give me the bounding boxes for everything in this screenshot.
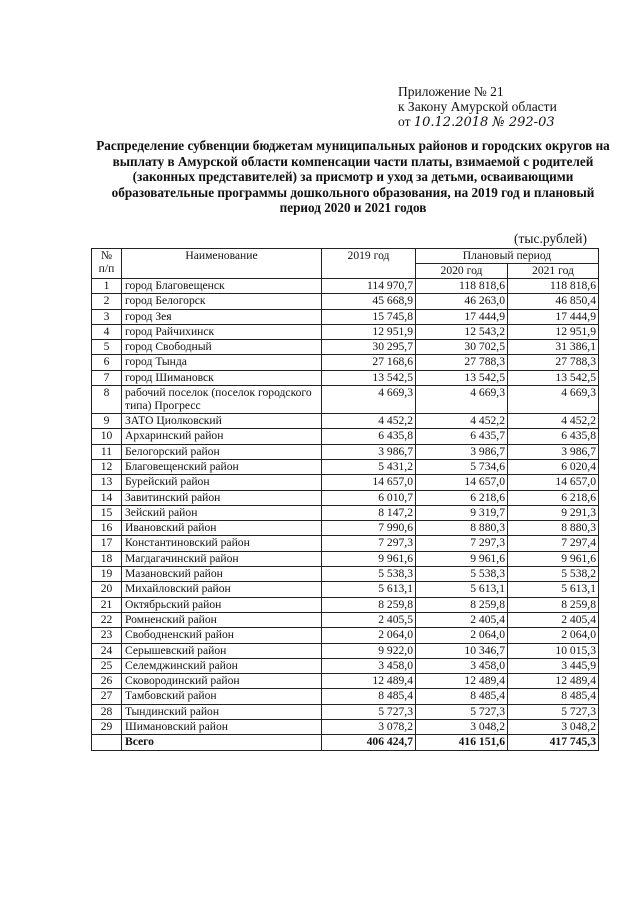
row-number: 17: [92, 536, 122, 551]
row-2020: 27 788,3: [416, 355, 508, 370]
row-number: 29: [92, 720, 122, 735]
row-2020: 5 727,3: [416, 704, 508, 719]
row-2019: 30 295,7: [322, 340, 416, 355]
table-row: [92, 536, 599, 551]
total-2020: 416 151,6: [416, 735, 508, 750]
header-num: № п/п: [92, 249, 122, 279]
row-name: Зейский район: [122, 505, 322, 520]
row-2021: 5 727,3: [508, 704, 599, 719]
row-2019: 3 078,2: [322, 720, 416, 735]
row-2019: 5 538,3: [322, 567, 416, 582]
row-number: 24: [92, 643, 122, 658]
row-2020: 6 218,6: [416, 490, 508, 505]
row-2021: 3 445,9: [508, 658, 599, 673]
row-number: 6: [92, 355, 122, 370]
row-2021: 3 048,2: [508, 720, 599, 735]
table-row: [92, 674, 599, 689]
row-name: Михайловский район: [122, 582, 322, 597]
row-2021: 3 986,7: [508, 444, 599, 459]
row-name: Константиновский район: [122, 536, 322, 551]
row-2021: 46 850,4: [508, 294, 599, 309]
row-2021: 6 218,6: [508, 490, 599, 505]
row-number: 11: [92, 444, 122, 459]
row-2021: 12 489,4: [508, 674, 599, 689]
table-row: [92, 340, 599, 355]
row-2019: 12 489,4: [322, 674, 416, 689]
total-row: [92, 735, 599, 750]
row-2019: 14 657,0: [322, 475, 416, 490]
row-2021: 13 542,5: [508, 370, 599, 385]
row-name: ЗАТО Циолковский: [122, 414, 322, 429]
row-name: Бурейский район: [122, 475, 322, 490]
row-2019: 114 970,7: [322, 279, 416, 294]
row-2021: 14 657,0: [508, 475, 599, 490]
row-name: город Благовещенск: [122, 279, 322, 294]
row-name: Сковородинский район: [122, 674, 322, 689]
row-2020: 9 961,6: [416, 551, 508, 566]
row-2020: 30 702,5: [416, 340, 508, 355]
row-2020: 3 986,7: [416, 444, 508, 459]
header-2019: 2019 год: [322, 249, 416, 279]
row-2020: 10 346,7: [416, 643, 508, 658]
row-2019: 45 668,9: [322, 294, 416, 309]
table-row: [92, 490, 599, 505]
row-2021: 4 452,2: [508, 414, 599, 429]
table-row: [92, 324, 599, 339]
row-2021: 2 405,4: [508, 612, 599, 627]
table-row: [92, 386, 599, 414]
table-row: [92, 355, 599, 370]
row-2020: 9 319,7: [416, 505, 508, 520]
total-index-cell: [92, 735, 122, 750]
table-row: [92, 279, 599, 294]
row-name: Благовещенский район: [122, 459, 322, 474]
table-row: [92, 309, 599, 324]
row-name: город Райчихинск: [122, 324, 322, 339]
row-2020: 5 613,1: [416, 582, 508, 597]
row-2021: 9 961,6: [508, 551, 599, 566]
table-row: [92, 294, 599, 309]
row-2021: 9 291,3: [508, 505, 599, 520]
table-row: [92, 475, 599, 490]
row-2021: 6 435,8: [508, 429, 599, 444]
row-2020: 3 048,2: [416, 720, 508, 735]
row-2020: 118 818,6: [416, 279, 508, 294]
table-row: [92, 370, 599, 385]
row-2019: 15 745,8: [322, 309, 416, 324]
row-2019: 4 669,3: [322, 386, 416, 414]
table-row: [92, 459, 599, 474]
row-number: 15: [92, 505, 122, 520]
row-2019: 5 727,3: [322, 704, 416, 719]
row-2019: 8 259,8: [322, 597, 416, 612]
row-2020: 4 452,2: [416, 414, 508, 429]
row-name: Белогорский район: [122, 444, 322, 459]
row-2019: 6 435,8: [322, 429, 416, 444]
row-number: 26: [92, 674, 122, 689]
row-number: 13: [92, 475, 122, 490]
row-2021: 5 538,2: [508, 567, 599, 582]
row-2021: 12 951,9: [508, 324, 599, 339]
row-name: город Тында: [122, 355, 322, 370]
row-2021: 17 444,9: [508, 309, 599, 324]
table-row: [92, 567, 599, 582]
row-name: Архаринский район: [122, 429, 322, 444]
appendix-date-line: [398, 114, 608, 130]
row-name: Ивановский район: [122, 521, 322, 536]
row-2020: 2 064,0: [416, 628, 508, 643]
row-number: 7: [92, 370, 122, 385]
row-2019: 2 064,0: [322, 628, 416, 643]
row-name: город Свободный: [122, 340, 322, 355]
row-number: 2: [92, 294, 122, 309]
row-2021: 2 064,0: [508, 628, 599, 643]
row-number: 12: [92, 459, 122, 474]
row-2019: 8 147,2: [322, 505, 416, 520]
row-number: 27: [92, 689, 122, 704]
row-number: 16: [92, 521, 122, 536]
row-name: Магдагачинский район: [122, 551, 322, 566]
row-number: 25: [92, 658, 122, 673]
row-2019: 7 297,3: [322, 536, 416, 551]
row-name: Шимановский район: [122, 720, 322, 735]
row-name: Тамбовский район: [122, 689, 322, 704]
row-2020: 12 543,2: [416, 324, 508, 339]
header-2020: 2020 год: [416, 264, 508, 279]
row-name: Завитинский район: [122, 490, 322, 505]
table-row: [92, 551, 599, 566]
row-name: Свободненский район: [122, 628, 322, 643]
appendix-date-prefix: от: [398, 114, 411, 129]
table-row: [92, 505, 599, 520]
row-2019: 2 405,5: [322, 612, 416, 627]
row-name: Тындинский район: [122, 704, 322, 719]
row-2021: 31 386,1: [508, 340, 599, 355]
row-2019: 7 990,6: [322, 521, 416, 536]
row-2020: 12 489,4: [416, 674, 508, 689]
row-2020: 8 880,3: [416, 521, 508, 536]
row-2021: 5 613,1: [508, 582, 599, 597]
row-number: 1: [92, 279, 122, 294]
row-number: 19: [92, 567, 122, 582]
row-2021: 4 669,3: [508, 386, 599, 414]
handwritten-date-number: 10.12.2018 № 292-03: [413, 115, 555, 130]
header-planned-period: Плановый период: [416, 249, 599, 264]
row-2020: 17 444,9: [416, 309, 508, 324]
row-2019: 8 485,4: [322, 689, 416, 704]
row-2021: 10 015,3: [508, 643, 599, 658]
row-2020: 8 485,4: [416, 689, 508, 704]
row-number: 8: [92, 386, 122, 414]
row-2021: 6 020,4: [508, 459, 599, 474]
header-2021: 2021 год: [508, 264, 599, 279]
row-2020: 4 669,3: [416, 386, 508, 414]
row-number: 28: [92, 704, 122, 719]
table-row: [92, 429, 599, 444]
row-2019: 4 452,2: [322, 414, 416, 429]
row-2020: 13 542,5: [416, 370, 508, 385]
row-2019: 3 458,0: [322, 658, 416, 673]
table-row: [92, 628, 599, 643]
row-name: рабочий поселок (поселок городского типа) Прогресс: [122, 386, 322, 414]
row-2019: 3 986,7: [322, 444, 416, 459]
row-2020: 8 259,8: [416, 597, 508, 612]
row-name: Мазановский район: [122, 567, 322, 582]
row-number: 9: [92, 414, 122, 429]
row-2019: 5 613,1: [322, 582, 416, 597]
table-row: [92, 444, 599, 459]
units-label: (тыс.рублей): [514, 231, 587, 246]
row-2021: 8 485,4: [508, 689, 599, 704]
row-number: 10: [92, 429, 122, 444]
table-row: [92, 582, 599, 597]
row-2019: 12 951,9: [322, 324, 416, 339]
row-number: 5: [92, 340, 122, 355]
document-title: Распределение субвенции бюджетам муниципальных районов и городских округов на выплату в Амурской области компенсации части платы, взимаемой с родителей (законных представителей) за присмотр и уход за детьми, осваивающими образовательные программы дошкольного образования, на 2019 год и плановый период 2020 и 2021 годов: [96, 138, 610, 216]
row-name: Октябрьский район: [122, 597, 322, 612]
table-row: [92, 720, 599, 735]
row-name: город Шимановск: [122, 370, 322, 385]
row-2019: 9 961,6: [322, 551, 416, 566]
row-2020: 5 734,6: [416, 459, 508, 474]
row-name: Селемджинский район: [122, 658, 322, 673]
row-number: 14: [92, 490, 122, 505]
row-number: 20: [92, 582, 122, 597]
appendix-law: к Закону Амурской области: [398, 99, 557, 114]
row-2021: 118 818,6: [508, 279, 599, 294]
table-row: [92, 658, 599, 673]
row-2021: 8 259,8: [508, 597, 599, 612]
total-label: Всего: [122, 735, 322, 750]
row-2019: 9 922,0: [322, 643, 416, 658]
subvention-table: [91, 248, 599, 751]
appendix-header: [398, 84, 608, 130]
row-2019: 27 168,6: [322, 355, 416, 370]
row-number: 22: [92, 612, 122, 627]
row-2020: 2 405,4: [416, 612, 508, 627]
table-row: [92, 643, 599, 658]
row-2020: 14 657,0: [416, 475, 508, 490]
table-row: [92, 597, 599, 612]
row-2020: 6 435,7: [416, 429, 508, 444]
row-number: 4: [92, 324, 122, 339]
table-row: [92, 414, 599, 429]
table-row: [92, 521, 599, 536]
row-2019: 5 431,2: [322, 459, 416, 474]
row-name: Ромненский район: [122, 612, 322, 627]
row-2020: 3 458,0: [416, 658, 508, 673]
row-2021: 7 297,4: [508, 536, 599, 551]
row-name: город Зея: [122, 309, 322, 324]
row-2019: 13 542,5: [322, 370, 416, 385]
table-row: [92, 704, 599, 719]
row-name: город Белогорск: [122, 294, 322, 309]
table-row: [92, 612, 599, 627]
row-2020: 46 263,0: [416, 294, 508, 309]
row-2021: 27 788,3: [508, 355, 599, 370]
row-number: 3: [92, 309, 122, 324]
row-2021: 8 880,3: [508, 521, 599, 536]
row-2020: 5 538,3: [416, 567, 508, 582]
appendix-number: Приложение № 21: [398, 84, 504, 99]
row-2019: 6 010,7: [322, 490, 416, 505]
total-2019: 406 424,7: [322, 735, 416, 750]
row-2020: 7 297,3: [416, 536, 508, 551]
total-2021: 417 745,3: [508, 735, 599, 750]
header-name: Наименование: [122, 249, 322, 279]
row-name: Серышевский район: [122, 643, 322, 658]
row-number: 23: [92, 628, 122, 643]
row-number: 18: [92, 551, 122, 566]
table-row: [92, 689, 599, 704]
row-number: 21: [92, 597, 122, 612]
